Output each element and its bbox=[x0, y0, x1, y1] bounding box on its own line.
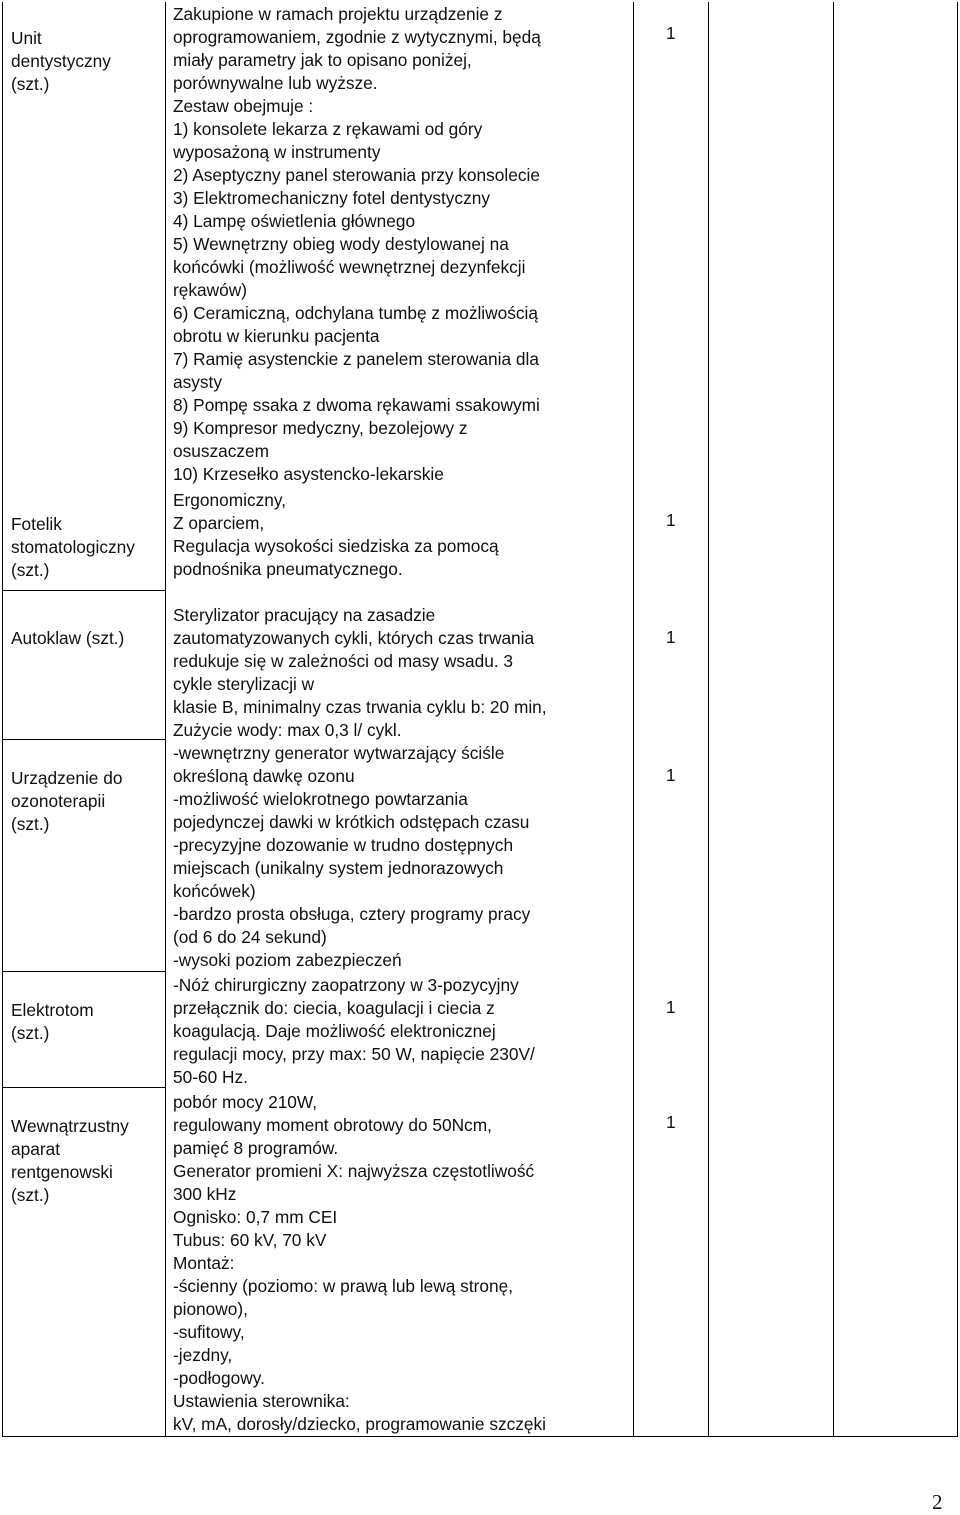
table-border-left bbox=[2, 2, 3, 1436]
equipment-description: Sterylizator pracujący na zasadzie zautomatyzowanych cykli, których czas trwania redukuje się w zależności od masy wsadu. 3 cykle sterylizacji w klasie B, minimalny czas trwania cyklu b: 20 min, Zużycie wody: max 0,3 l/ cykl. bbox=[173, 605, 547, 740]
equipment-name: Urządzenie do ozonoterapii (szt.) bbox=[11, 768, 123, 834]
equipment-description: Ergonomiczny, Z oparciem, Regulacja wysokości siedziska za pomocą podnośnika pneumatycznego. bbox=[173, 490, 499, 579]
table-divider-desc bbox=[633, 2, 634, 1436]
page-number: 2 bbox=[932, 1490, 943, 1514]
equipment-quantity: 1 bbox=[666, 997, 676, 1017]
row-divider bbox=[2, 739, 166, 740]
table-divider-qty bbox=[708, 2, 709, 1436]
table-divider-name bbox=[165, 2, 166, 1436]
table-border-bottom bbox=[2, 1436, 958, 1437]
equipment-description: Zakupione w ramach projektu urządzenie z oprogramowaniem, zgodnie z wytycznymi, będą miały parametry jak to opisano poniżej, porównywalne lub wyższe. Zestaw obejmuje : 1) konsolete lekarza z rękawami od góry wyposażoną w instrumenty 2) Aseptyczny panel sterowania przy konsolecie 3) Elektromechaniczny fotel dentystyczny 4) Lampę oświetlenia głównego 5) Wewnętrzny obieg wody destylowanej na końcówki (możliwość wewnętrznej dezynfekcji rękawów) 6) Ceramiczną, odchylana tumbę z możliwością obrotu w kierunku pacjenta 7) Ramię asystenckie z panelem sterowania dla asysty 8) Pompę ssaka z dwoma rękawami ssakowymi 9) Kompresor medyczny, bezolejowy z osuszaczem 10) Krzesełko asystencko-lekarskie bbox=[173, 4, 541, 484]
equipment-name: Wewnątrzustny aparat rentgenowski (szt.) bbox=[11, 1116, 129, 1205]
row-divider bbox=[2, 590, 166, 591]
equipment-description: pobór mocy 210W, regulowany moment obrotowy do 50Ncm, pamięć 8 programów. Generator promieni X: najwyższa częstotliwość 300 kHz Ognisko: 0,7 mm CEI Tubus: 60 kV, 70 kV Montaż: -ścienny (poziomo: w prawą lub lewą stronę, pionowo), -sufitowy, -jezdny, -podłogowy. Ustawienia sterownika: kV, mA, dorosły/dziecko, programowanie szczęki bbox=[173, 1092, 546, 1434]
table-border-right bbox=[957, 2, 958, 1436]
equipment-name: Fotelik stomatologiczny (szt.) bbox=[11, 514, 135, 580]
row-divider bbox=[2, 971, 166, 972]
equipment-name: Unit dentystyczny (szt.) bbox=[11, 28, 111, 94]
equipment-description: -wewnętrzny generator wytwarzający ściśle określoną dawkę ozonu -możliwość wielokrotnego powtarzania pojedynczej dawki w krótkich odstępach czasu -precyzyjne dozowanie w trudno dostępnych miejscach (unikalny system jednorazowych końcówek) -bardzo prosta obsługa, cztery programy pracy (od 6 do 24 sekund) -wysoki poziom zabezpieczeń bbox=[173, 743, 531, 970]
equipment-name: Autoklaw (szt.) bbox=[11, 628, 125, 648]
row-divider bbox=[2, 1087, 166, 1088]
equipment-quantity: 1 bbox=[666, 23, 676, 43]
equipment-quantity: 1 bbox=[666, 1112, 676, 1132]
equipment-description: -Nóż chirurgiczny zaopatrzony w 3-pozycyjny przełącznik do: ciecia, koagulacji i ciecia z koagulacją. Daje możliwość elektronicznej regulacji mocy, przy max: 50 W, napięcie 230V/ 50-60 Hz. bbox=[173, 975, 535, 1087]
equipment-quantity: 1 bbox=[666, 627, 676, 647]
equipment-name: Elektrotom (szt.) bbox=[11, 1000, 94, 1043]
equipment-quantity: 1 bbox=[666, 510, 676, 530]
equipment-quantity: 1 bbox=[666, 765, 676, 785]
table-divider-extra bbox=[833, 2, 834, 1436]
